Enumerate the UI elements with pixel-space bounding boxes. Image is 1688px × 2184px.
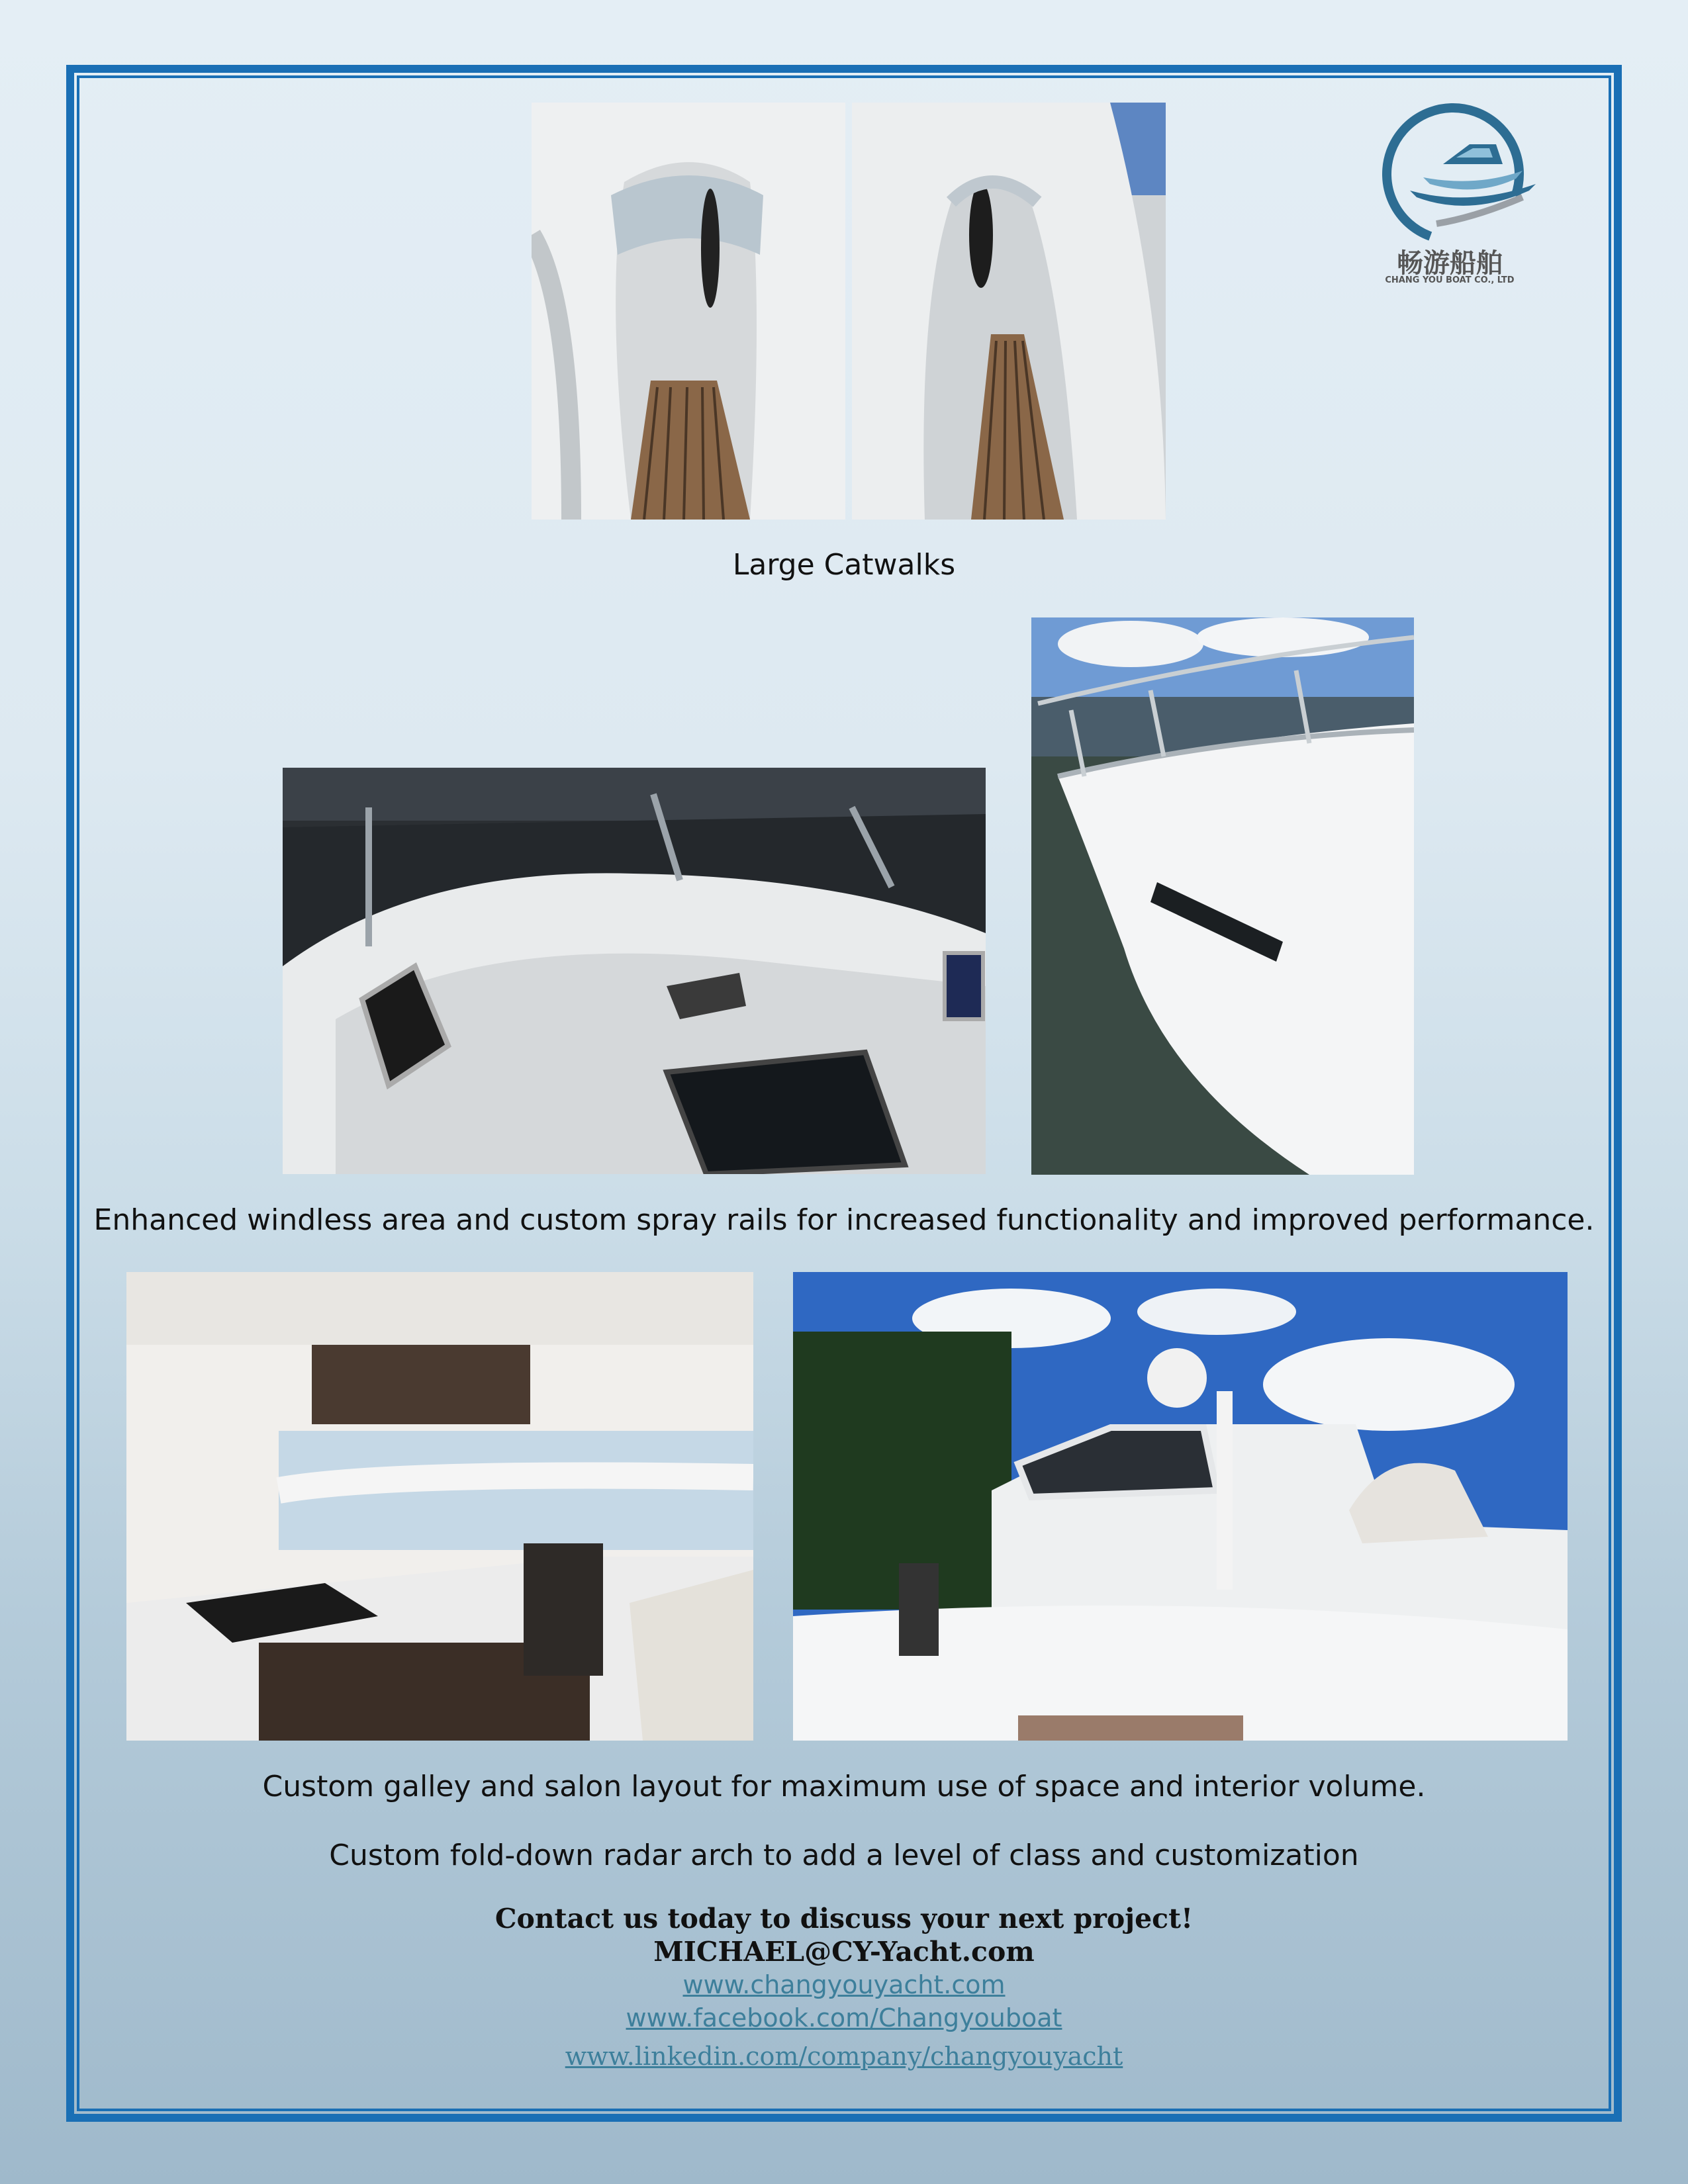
catwalk-image-icon [532, 103, 845, 520]
contact-headline: Contact us today to discuss your next project! [494, 1903, 1194, 1934]
windlass-image-icon [283, 768, 986, 1174]
galley-image-icon [126, 1272, 753, 1741]
logo-name: 畅游船舶 [1397, 248, 1503, 279]
catwalk-port-photo [532, 103, 845, 520]
radar-arch-photo [793, 1272, 1568, 1741]
caption-windlass: Enhanced windless area and custom spray rails for increased functionality and improved performance. [93, 1203, 1595, 1237]
bow-spray-rail-photo [1031, 617, 1414, 1175]
galley-interior-photo [126, 1272, 753, 1741]
caption-galley: Custom galley and salon layout for maximum use of space and interior volume. [262, 1770, 1426, 1803]
company-logo [1370, 91, 1549, 296]
caption-radar-arch: Custom fold-down radar arch to add a level of class and customization [329, 1839, 1359, 1872]
catwalk-starboard-photo [852, 103, 1166, 520]
linkedin-link[interactable]: www.linkedin.com/company/changyouyacht [565, 2042, 1123, 2071]
bow-image-icon [1031, 617, 1414, 1175]
facebook-link[interactable]: www.facebook.com/Changyouboat [626, 2003, 1062, 2032]
website-link[interactable]: www.changyouyacht.com [682, 1970, 1006, 1999]
foredeck-windlass-photo [283, 768, 986, 1174]
caption-catwalks: Large Catwalks [732, 548, 956, 582]
catwalk-image-icon [852, 103, 1166, 520]
radar-arch-image-icon [793, 1272, 1568, 1741]
contact-block [0, 1902, 1688, 2073]
logo-subtitle: CHANG YOU BOAT CO., LTD [1385, 275, 1515, 285]
contact-email[interactable]: MICHAEL@CY-Yacht.com [653, 1936, 1035, 1968]
